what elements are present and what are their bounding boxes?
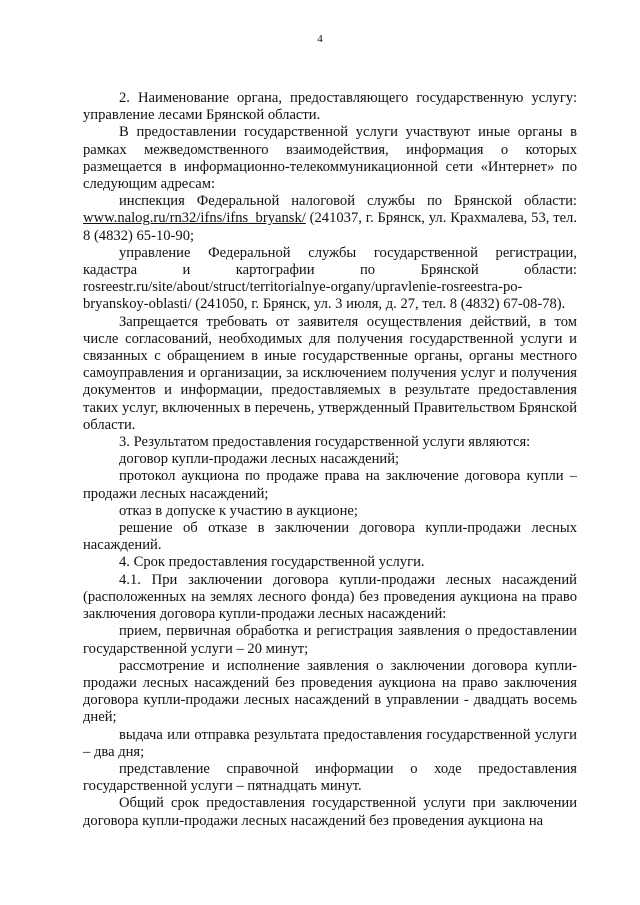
paragraph-prohibition: Запрещается требовать от заявителя осуществления действий, в том числе согласований, необходимых для получения государственной услуги и связанных с обращением в иные государственные органы, органы местного самоуправления и организации, за исключением получения услуг и получения документов и информации, предоставляемых в результате предоставления таких услуг, включенных в перечень, утвержденный Правительством Брянской области. xyxy=(83,313,577,433)
document-body xyxy=(83,90,577,830)
result-item-contract-refusal: решение об отказе в заключении договора купли-продажи лесных насаждений. xyxy=(83,520,577,554)
paragraph-tax-inspection xyxy=(83,193,577,245)
paragraph-term-heading: 4. Срок предоставления государственной услуги. xyxy=(119,554,425,571)
paragraph-total-term: Общий срок предоставления государственной услуги при заключении договора купли-продажи лесных насаждений без проведения аукциона на xyxy=(83,795,577,829)
page-number: 4 xyxy=(317,33,323,45)
term-item-reference-info: представление справочной информации о ходе предоставления государственной услуги – пятнадцать минут. xyxy=(83,760,577,795)
paragraph-term-4-1: 4.1. При заключении договора купли-продажи лесных насаждений (расположенных на землях лесного фонда) без проведения аукциона на право заключения договора купли-продажи лесных насаждений: xyxy=(83,571,577,623)
result-item-auction-protocol: протокол аукциона по продаже права на заключение договора купли – продажи лесных насаждений; xyxy=(83,468,577,502)
tax-inspection-text: инспекция Федеральной налоговой службы по Брянской области: xyxy=(119,193,577,210)
term-item-reception: прием, первичная обработка и регистрация заявления о предоставлении государственной услуги – 20 минут; xyxy=(83,623,577,657)
term-item-review: рассмотрение и исполнение заявления о заключении договора купли-продажи лесных насаждений без проведения аукциона на право заключения договора купли-продажи лесных насаждений в управлении - двадцать восемь дней; xyxy=(83,657,577,726)
result-item-contract: договор купли-продажи лесных насаждений; xyxy=(119,451,400,468)
result-item-admission-refusal: отказ в допуске к участию в аукционе; xyxy=(119,502,358,519)
paragraph-other-agencies: В предоставлении государственной услуги участвуют иные органы в рамках межведомственного взаимодействия, информация о которых размещается в информационно-телекоммуникационной сети «Интернет» по следующим адресам: xyxy=(83,124,577,193)
tax-inspection-link[interactable]: www.nalog.ru/rn32/ifns/ifns_bryansk/ xyxy=(83,210,306,227)
paragraph-results-heading: 3. Результатом предоставления государственной услуги являются: xyxy=(119,434,531,451)
term-item-issuance: выдача или отправка результата предоставления государственной услуги – два дня; xyxy=(83,726,577,760)
paragraph-rosreestr: управление Федеральной службы государственной регистрации, кадастра и картографии по Брянской области: rosreestr.ru/site/about/struct/territorialnye-organy/upravlenie-rosreestra-po-bryanskoy-oblasti/ (241050, г. Брянск, ул. 3 июля, д. 27, тел. 8 (4832) 67-08-78). xyxy=(83,244,577,313)
paragraph-agency-name: 2. Наименование органа, предоставляющего государственную услугу: управление лесами Брянской области. xyxy=(83,90,577,124)
tax-inspection-address: (241037, г. Брянск, ул. Крахмалева, 53, тел. 8 (4832) 65-10-90; xyxy=(83,210,577,244)
